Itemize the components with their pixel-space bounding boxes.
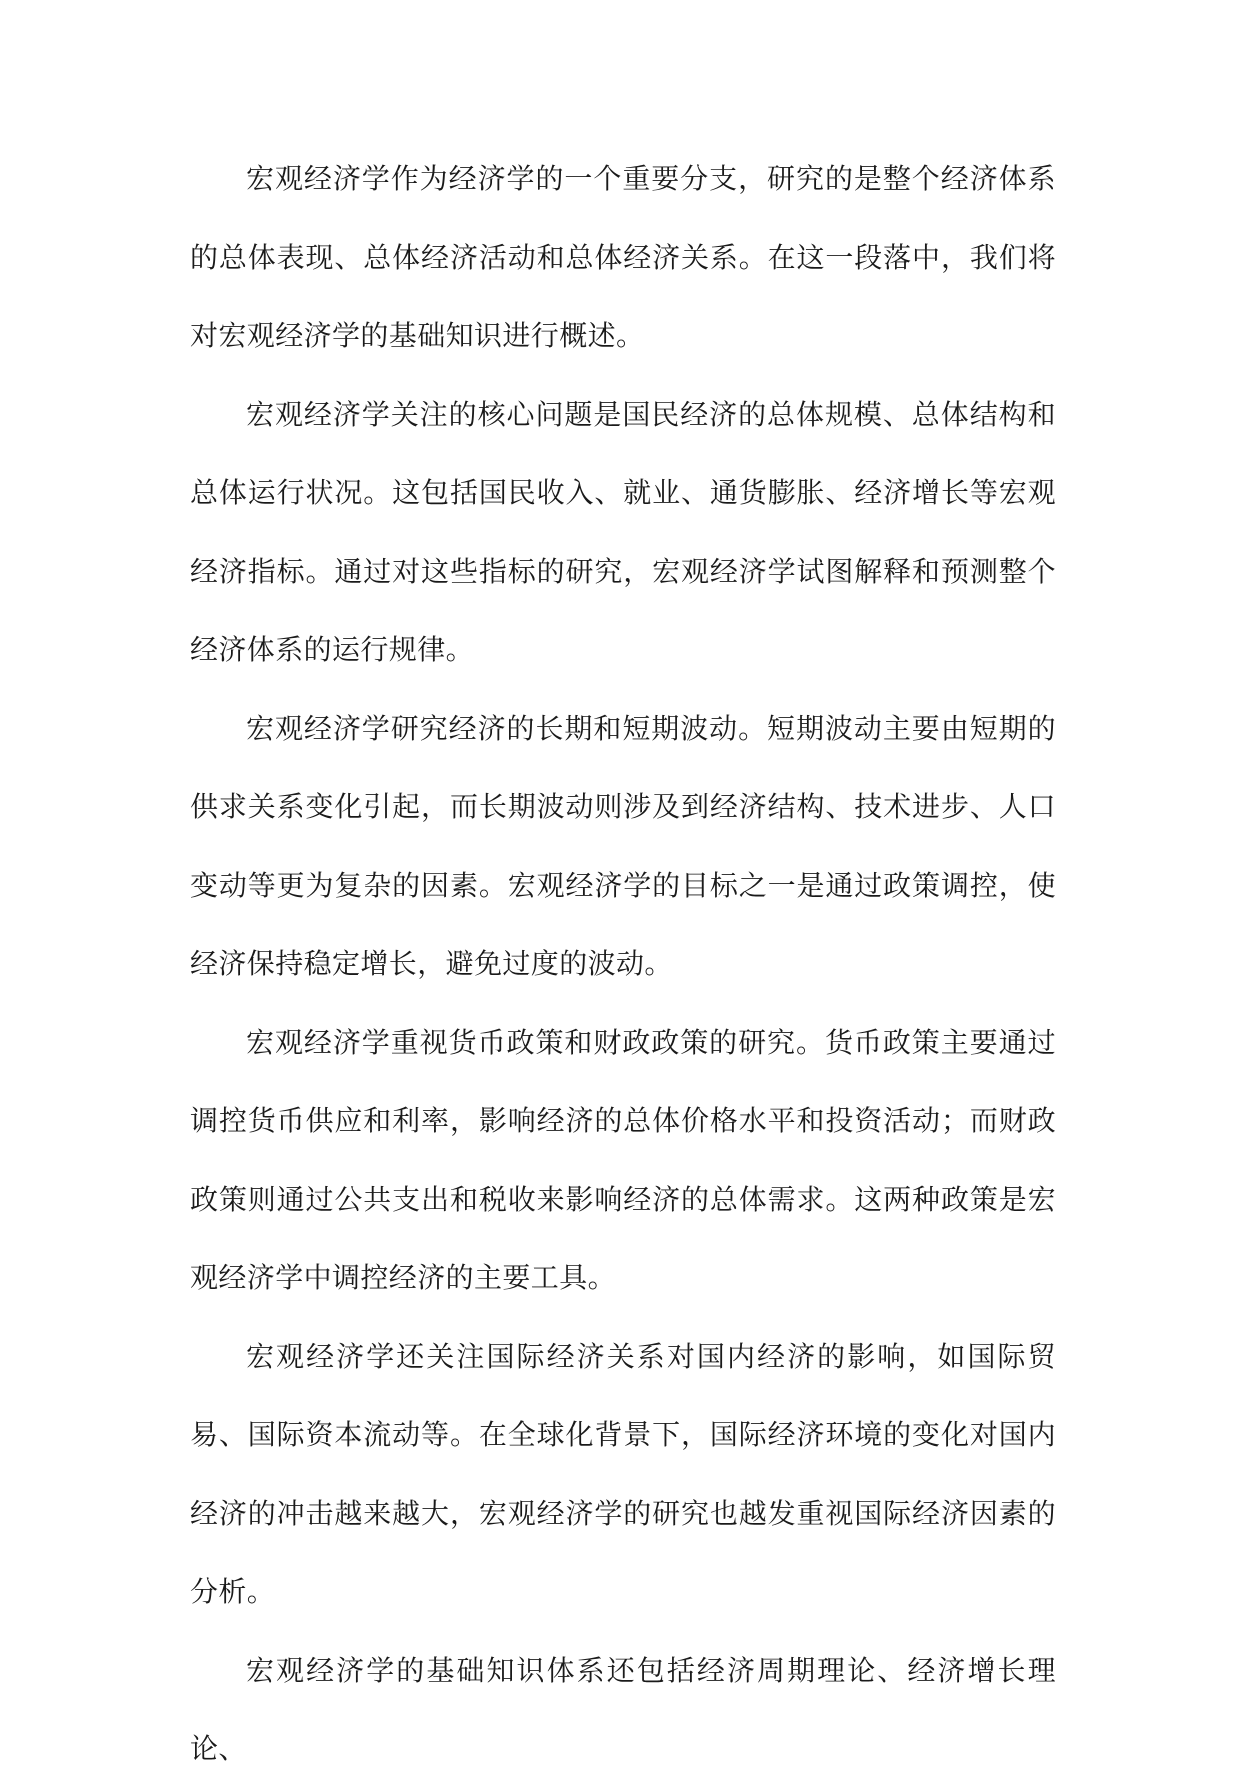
paragraph-4: 宏观经济学重视货币政策和财政政策的研究。货币政策主要通过调控货币供应和利率，影响经济的总体价格水平和投资活动；而财政政策则通过公共支出和税收来影响经济的总体需求。这两种政策是宏观经济学中调控经济的主要工具。 — [190, 1025, 1056, 1294]
paragraph-1: 宏观经济学作为经济学的一个重要分支，研究的是整个经济体系的总体表现、总体经济活动和总体经济关系。在这一段落中，我们将对宏观经济学的基础知识进行概述。 — [190, 162, 1056, 352]
document-body — [190, 140, 1056, 1789]
paragraph-5: 宏观经济学还关注国际经济关系对国内经济的影响，如国际贸易、国际资本流动等。在全球化背景下，国际经济环境的变化对国内经济的冲击越来越大，宏观经济学的研究也越发重视国际经济因素的分析。 — [190, 1339, 1056, 1608]
paragraph-3: 宏观经济学研究经济的长期和短期波动。短期波动主要由短期的供求关系变化引起，而长期波动则涉及到经济结构、技术进步、人口变动等更为复杂的因素。宏观经济学的目标之一是通过政策调控，使经济保持稳定增长，避免过度的波动。 — [190, 711, 1056, 980]
paragraph-6: 宏观经济学的基础知识体系还包括经济周期理论、经济增长理论、 — [190, 1653, 1056, 1765]
paragraph-2: 宏观经济学关注的核心问题是国民经济的总体规模、总体结构和总体运行状况。这包括国民收入、就业、通货膨胀、经济增长等宏观经济指标。通过对这些指标的研究，宏观经济学试图解释和预测整个经济体系的运行规律。 — [190, 397, 1056, 666]
